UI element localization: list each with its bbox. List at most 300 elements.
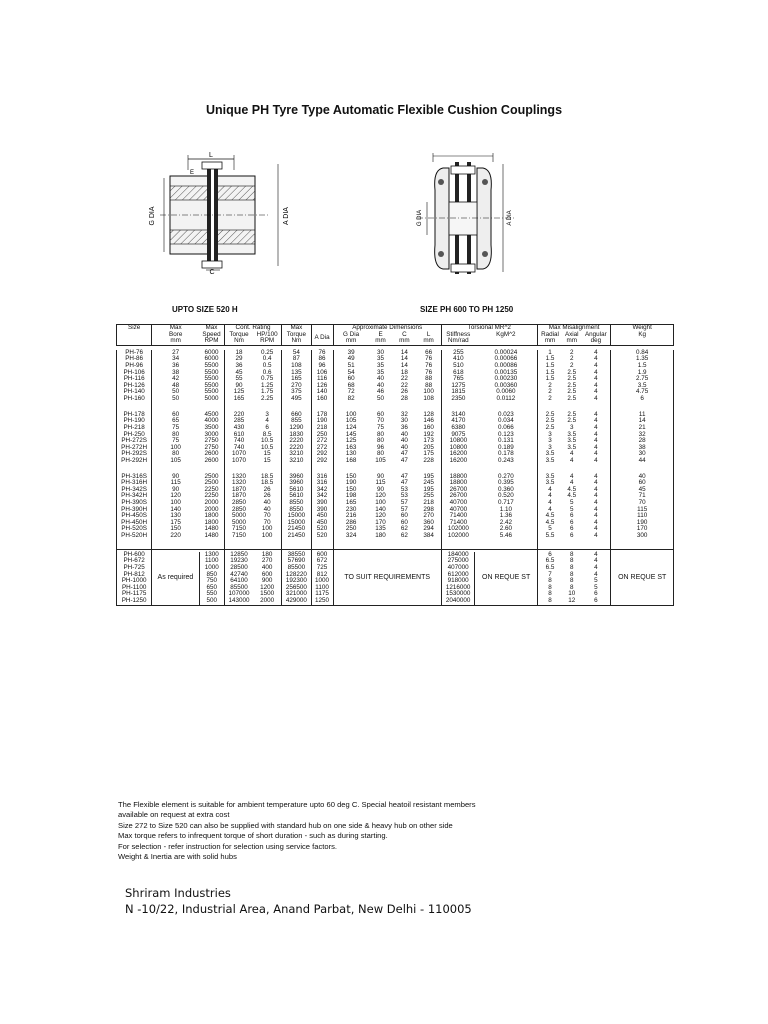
- table-cell: 520: [311, 533, 333, 540]
- table-cell: 4: [581, 412, 611, 419]
- table-cell: 82: [347, 395, 355, 403]
- table-cell: 107000: [228, 590, 250, 598]
- table-cell: 1815: [451, 388, 466, 396]
- table-cell: 120: [375, 512, 386, 520]
- table-cell: 5: [570, 499, 574, 507]
- table-cell: 165: [345, 499, 357, 507]
- table-cell: 4: [581, 425, 611, 432]
- table-cell: 218: [416, 500, 441, 507]
- table-cell: 8: [570, 577, 574, 585]
- table-cell: 146: [416, 418, 441, 425]
- table-cell: 4: [581, 533, 611, 540]
- table-cell: 3210: [282, 451, 311, 458]
- page-title: Unique PH Tyre Type Automatic Flexible Cushion Couplings: [205, 103, 563, 117]
- table-cell: 32: [400, 410, 408, 418]
- table-cell: 1320: [231, 479, 246, 487]
- table-cell: 128: [416, 412, 441, 419]
- table-cell: 918000: [447, 577, 469, 585]
- table-cell: 44: [611, 458, 674, 465]
- table-cell: 38550: [282, 552, 311, 559]
- table-cell: 0.034: [475, 418, 538, 425]
- table-cell: PH-160: [117, 396, 152, 403]
- coupling-drawing-600-1250: [405, 150, 530, 285]
- table-cell: 850: [199, 572, 224, 579]
- table-cell: PH-272H: [117, 445, 152, 452]
- table-cell: 190: [611, 520, 674, 527]
- table-cell: 75: [172, 423, 180, 431]
- col-cont-rating: Cont. Rating: [224, 325, 281, 332]
- table-cell: 450: [311, 513, 333, 520]
- table-cell: 19230: [230, 557, 248, 565]
- table-cell: 192: [416, 432, 441, 439]
- table-cell: 2500: [199, 474, 224, 481]
- table-cell: 300: [611, 533, 674, 540]
- table-cell: 6: [548, 550, 552, 558]
- table-cell: 57: [400, 499, 408, 507]
- table-cell: 0.0060: [475, 389, 538, 396]
- table-cell: 1.36: [475, 513, 538, 520]
- table-row: [117, 480, 674, 487]
- table-cell: 5500: [199, 370, 224, 377]
- table-cell: 1100: [199, 558, 224, 565]
- table-cell: 5000: [231, 512, 246, 520]
- table-cell: 40700: [449, 505, 468, 513]
- table-cell: 7150: [231, 525, 246, 533]
- table-cell: 270: [282, 383, 311, 390]
- table-cell: PH-86: [117, 356, 152, 363]
- col-stiffness: Stiffness Nm/rad: [446, 330, 471, 345]
- table-cell: 1.9: [611, 370, 674, 377]
- table-cell: 4: [570, 456, 574, 464]
- table-cell: 184000: [447, 550, 469, 558]
- table-cell: 40: [253, 507, 282, 514]
- table-cell: 0.395: [475, 480, 538, 487]
- table-cell: 1830: [282, 432, 311, 439]
- table-cell: 2.5: [545, 423, 555, 431]
- table-cell: 4: [548, 505, 552, 513]
- table-cell: 40: [377, 381, 385, 389]
- table-cell: 0.520: [475, 493, 538, 500]
- table-row: [117, 432, 674, 439]
- table-cell: 2.5: [567, 410, 577, 418]
- table-cell: 47: [400, 456, 408, 464]
- table-cell: 4: [581, 396, 611, 403]
- table-row: [117, 389, 674, 396]
- table-cell: 8: [570, 550, 574, 558]
- table-cell: 62: [400, 532, 408, 540]
- table-cell: 812: [311, 572, 333, 579]
- table-cell: PH-342S: [117, 487, 152, 494]
- table-cell: 4: [581, 480, 611, 487]
- table-cell: 168: [345, 456, 357, 464]
- table-cell: 42: [172, 375, 180, 383]
- table-cell: 15000: [282, 520, 311, 527]
- table-cell: 150: [345, 485, 357, 493]
- table-cell: 120: [375, 492, 386, 500]
- col-weight: Weight Kg: [611, 325, 674, 346]
- table-cell: 740: [233, 443, 245, 451]
- table-cell: 8: [537, 598, 562, 605]
- table-cell: 35: [377, 355, 385, 363]
- table-cell: 28500: [230, 563, 248, 571]
- table-cell: 0.00230: [475, 376, 538, 383]
- table-cell: 342: [311, 487, 333, 494]
- table-cell: 60: [400, 512, 408, 520]
- table-cell: 70: [253, 513, 282, 520]
- g-dia-label: G DIA: [149, 206, 156, 226]
- table-cell: 5610: [282, 493, 311, 500]
- table-cell: 6000: [199, 356, 224, 363]
- table-cell: 1480: [199, 533, 224, 540]
- table-cell: 86: [311, 356, 333, 363]
- table-cell: 130: [345, 450, 357, 458]
- table-cell: 4: [570, 479, 574, 487]
- table-cell: 100: [416, 389, 441, 396]
- table-cell: 14: [400, 355, 408, 363]
- table-cell: 32: [611, 432, 674, 439]
- table-cell: 3: [570, 423, 574, 431]
- table-cell: 57690: [282, 558, 311, 565]
- table-cell: 60: [377, 410, 385, 418]
- table-cell: PH-190: [117, 418, 152, 425]
- table-cell: PH-76: [117, 350, 152, 357]
- table-cell: 60: [400, 518, 408, 526]
- table-cell: 8: [570, 583, 574, 591]
- table-cell: 390: [311, 500, 333, 507]
- table-cell: 4: [581, 526, 611, 533]
- table-cell: 4: [570, 450, 574, 458]
- to-suit-requirements-cell: TO SUIT REQUIREMENTS: [333, 552, 441, 605]
- table-cell: 124: [345, 423, 357, 431]
- table-cell: 245: [416, 480, 441, 487]
- table-cell: 4: [581, 565, 611, 572]
- table-cell: 610: [233, 430, 245, 438]
- table-cell: PH-672: [117, 558, 152, 565]
- table-cell: 2220: [282, 438, 311, 445]
- table-cell: 5: [581, 578, 611, 585]
- table-cell: 672: [311, 558, 333, 565]
- table-cell: 4: [581, 572, 611, 579]
- table-cell: 360: [416, 520, 441, 527]
- table-cell: 100: [170, 499, 181, 507]
- table-cell: 35: [377, 368, 385, 376]
- table-cell: 2000: [199, 500, 224, 507]
- table-cell: 36: [172, 362, 180, 370]
- table-cell: 4: [570, 472, 574, 480]
- table-cell: 38: [172, 368, 180, 376]
- table-cell: 40700: [449, 499, 468, 507]
- table-cell: PH-812: [117, 572, 152, 579]
- table-cell: PH-250: [117, 432, 152, 439]
- table-cell: 725: [311, 565, 333, 572]
- table-cell: 8: [548, 577, 552, 585]
- table-cell: 76: [416, 363, 441, 370]
- table-cell: 2: [570, 355, 574, 363]
- col-max-torque: Max Torque Nm: [282, 325, 311, 346]
- table-cell: 6: [570, 518, 574, 526]
- table-cell: 47: [400, 479, 408, 487]
- col-g-dia: G Dia mm: [343, 330, 360, 345]
- table-cell: 40: [400, 430, 408, 438]
- table-cell: 21450: [282, 526, 311, 533]
- table-row: [117, 493, 674, 500]
- table-cell: 190: [345, 479, 357, 487]
- table-cell: 5500: [199, 389, 224, 396]
- table-cell: PH-342H: [117, 493, 152, 500]
- table-cell: PH-96: [117, 363, 152, 370]
- table-cell: 0.360: [475, 487, 538, 494]
- table-cell: 272: [311, 438, 333, 445]
- table-cell: 76: [416, 370, 441, 377]
- table-cell: 40: [400, 443, 408, 451]
- table-cell: 6: [253, 425, 282, 432]
- table-cell: 57: [400, 505, 408, 513]
- table-cell: 298: [416, 507, 441, 514]
- table-cell: 0.717: [475, 500, 538, 507]
- table-cell: 0.0112: [475, 396, 538, 403]
- table-cell: 16200: [449, 450, 468, 458]
- table-cell: 5500: [199, 363, 224, 370]
- table-row: [117, 520, 674, 527]
- table-cell: 105: [345, 417, 357, 425]
- table-cell: 35: [377, 362, 385, 370]
- table-cell: 4: [548, 499, 552, 507]
- table-cell: 8550: [282, 500, 311, 507]
- note-line: For selection - refer instruction for selection using service factors.: [118, 841, 338, 851]
- table-cell: 14: [400, 348, 408, 356]
- table-cell: 40: [377, 375, 385, 383]
- table-cell: 90: [172, 485, 180, 493]
- table-cell: 342: [311, 493, 333, 500]
- col-angular: Angular deg: [581, 332, 611, 346]
- table-cell: 4.5: [567, 492, 577, 500]
- table-cell: 2040000: [441, 598, 475, 605]
- table-cell: 71400: [449, 518, 468, 526]
- table-cell: 2.60: [475, 526, 538, 533]
- table-cell: 170: [611, 526, 674, 533]
- table-cell: PH-292H: [117, 458, 152, 465]
- table-cell: 18.5: [253, 474, 282, 481]
- table-cell: 2250: [199, 493, 224, 500]
- table-cell: 4: [581, 363, 611, 370]
- table-cell: 1.5: [545, 362, 555, 370]
- table-cell: 1.35: [611, 356, 674, 363]
- table-group-4: [117, 549, 674, 605]
- table-cell: 2.25: [253, 396, 282, 403]
- table-row: [117, 533, 674, 540]
- table-cell: 26: [253, 493, 282, 500]
- table-cell: 1000: [199, 565, 224, 572]
- table-cell: 72: [347, 388, 355, 396]
- table-cell: 75: [172, 437, 180, 445]
- table-cell: 740: [233, 437, 245, 445]
- table-cell: 9075: [451, 430, 466, 438]
- table-cell: PH-520H: [117, 533, 152, 540]
- col-kgm2: KgM^2: [475, 332, 538, 346]
- table-cell: 6380: [451, 423, 466, 431]
- table-cell: 195: [416, 487, 441, 494]
- table-cell: 88: [416, 383, 441, 390]
- table-cell: 3.5: [567, 430, 577, 438]
- table-cell: 3.5: [545, 472, 555, 480]
- table-cell: 1300: [199, 552, 224, 559]
- table-cell: 1070: [231, 456, 246, 464]
- table-cell: PH-272S: [117, 438, 152, 445]
- table-cell: 550: [199, 591, 224, 598]
- col-max-bore: Max Bore mm: [152, 325, 199, 346]
- table-cell: PH-1175: [117, 591, 152, 598]
- table-cell: 407000: [447, 563, 469, 571]
- table-cell: 5.5: [545, 532, 555, 540]
- table-cell: 1800: [199, 520, 224, 527]
- table-cell: 96: [311, 363, 333, 370]
- table-cell: 102000: [447, 525, 469, 533]
- table-cell: 429000: [282, 598, 311, 605]
- table-cell: 0.131: [475, 438, 538, 445]
- table-cell: 5.46: [475, 533, 538, 540]
- table-cell: 120: [170, 492, 181, 500]
- table-cell: 192300: [282, 578, 311, 585]
- table-cell: 115: [170, 479, 181, 487]
- table-cell: 4: [581, 432, 611, 439]
- table-cell: 180: [375, 532, 386, 540]
- table-row: [117, 370, 674, 377]
- table-cell: 26700: [449, 485, 468, 493]
- table-cell: 18.5: [253, 480, 282, 487]
- table-cell: 2.5: [567, 368, 577, 376]
- table-cell: 0.00066: [475, 356, 538, 363]
- col-l: L mm: [416, 332, 441, 346]
- table-row: [117, 451, 674, 458]
- c-label: C: [209, 269, 215, 275]
- table-cell: 100: [345, 410, 357, 418]
- e-label: E: [189, 170, 195, 176]
- table-cell: 5: [570, 505, 574, 513]
- table-cell: 125: [233, 388, 245, 396]
- notes: [118, 800, 476, 862]
- table-cell: 2.5: [545, 417, 555, 425]
- table-cell: 36: [235, 362, 243, 370]
- spec-table: [116, 324, 674, 606]
- table-cell: 384: [416, 533, 441, 540]
- table-cell: 4: [581, 445, 611, 452]
- table-cell: 3: [548, 437, 552, 445]
- table-cell: 2: [570, 348, 574, 356]
- table-cell: 10.5: [253, 445, 282, 452]
- table-cell: 2350: [451, 395, 466, 403]
- table-cell: 3.5: [567, 443, 577, 451]
- table-row: [117, 376, 674, 383]
- table-cell: 80: [377, 430, 385, 438]
- table-cell: 1.5: [545, 368, 555, 376]
- table-cell: 4: [581, 552, 611, 559]
- table-row: [117, 356, 674, 363]
- table-cell: 4: [548, 485, 552, 493]
- table-cell: 855: [282, 418, 311, 425]
- table-cell: 294: [416, 526, 441, 533]
- table-cell: 4: [581, 370, 611, 377]
- table-cell: 53: [400, 492, 408, 500]
- col-radial: Radial mm: [541, 330, 559, 345]
- col-hp100: HP/100 RPM: [253, 332, 282, 346]
- table-cell: 4: [581, 507, 611, 514]
- table-cell: 71400: [449, 512, 468, 520]
- table-cell: 0.5: [253, 363, 282, 370]
- table-cell: 2: [570, 362, 574, 370]
- note-line: Max torque refers to infrequent torque of short duration - such as during starting.: [118, 831, 388, 841]
- table-cell: 1250: [311, 598, 333, 605]
- table-cell: PH-106: [117, 370, 152, 377]
- table-cell: 68: [347, 381, 355, 389]
- table-cell: 6000: [199, 350, 224, 357]
- table-cell: 64100: [230, 577, 248, 585]
- table-cell: 270: [253, 558, 282, 565]
- table-cell: 65: [172, 417, 180, 425]
- table-cell: 750: [199, 578, 224, 585]
- col-misalignment: Max Misalignment: [537, 325, 610, 332]
- table-cell: 30: [400, 417, 408, 425]
- col-torsional: Torsional MR^2: [441, 325, 537, 332]
- a-dia-label-right: A DIA: [507, 210, 513, 226]
- company-address: N -10/22, Industrial Area, Anand Parbat, New Delhi - 110005: [125, 902, 472, 916]
- table-cell: PH-1100: [117, 585, 152, 592]
- table-cell: 450: [311, 520, 333, 527]
- table-cell: 2850: [231, 505, 246, 513]
- table-cell: 28: [400, 395, 408, 403]
- table-cell: 4: [581, 500, 611, 507]
- table-row: [117, 474, 674, 481]
- table-cell: 0.00135: [475, 370, 538, 377]
- table-cell: 3: [548, 430, 552, 438]
- table-cell: 90: [377, 472, 385, 480]
- table-cell: 10800: [449, 437, 468, 445]
- table-row: [117, 487, 674, 494]
- table-cell: 55: [235, 375, 243, 383]
- table-cell: 12850: [230, 550, 248, 558]
- table-cell: 150: [170, 525, 181, 533]
- table-cell: 163: [345, 443, 357, 451]
- table-cell: PH-450H: [117, 520, 152, 527]
- table-cell: 165: [282, 376, 311, 383]
- table-cell: 4: [581, 493, 611, 500]
- table-cell: 178: [311, 412, 333, 419]
- table-cell: 5: [581, 585, 611, 592]
- table-cell: 105: [375, 456, 386, 464]
- table-row: [117, 526, 674, 533]
- table-cell: 3210: [282, 458, 311, 465]
- table-cell: 11: [611, 412, 674, 419]
- table-cell: 250: [311, 432, 333, 439]
- table-cell: 2.5: [567, 381, 577, 389]
- table-cell: 90: [235, 381, 243, 389]
- table-cell: 135: [282, 370, 311, 377]
- table-cell: 2: [548, 395, 552, 403]
- table-cell: PH-450S: [117, 513, 152, 520]
- table-cell: PH-292S: [117, 451, 152, 458]
- table-cell: 90: [377, 485, 385, 493]
- table-cell: 375: [282, 389, 311, 396]
- table-cell: 4: [581, 513, 611, 520]
- table-cell: 75: [377, 423, 385, 431]
- table-cell: 612000: [447, 570, 469, 578]
- table-cell: 76: [416, 356, 441, 363]
- table-cell: 5610: [282, 487, 311, 494]
- table-cell: 0.00086: [475, 363, 538, 370]
- table-cell: 143000: [224, 598, 253, 605]
- table-cell: 4: [581, 458, 611, 465]
- table-cell: 29: [235, 355, 243, 363]
- l-label: L: [209, 152, 213, 159]
